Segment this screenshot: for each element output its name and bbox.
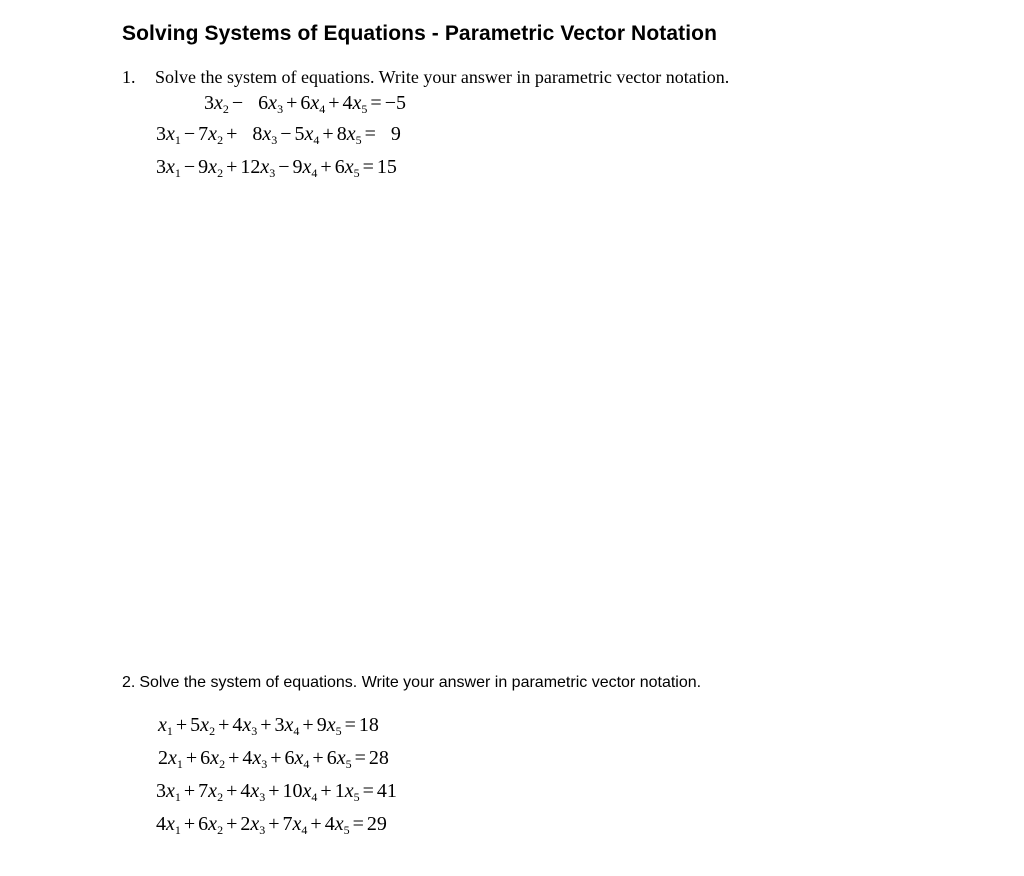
term bbox=[275, 714, 300, 736]
coefficient: 6 bbox=[284, 747, 295, 769]
equation bbox=[156, 813, 387, 837]
term bbox=[285, 747, 310, 769]
operator: = bbox=[354, 747, 366, 769]
subscript: 5 bbox=[343, 823, 350, 837]
variable: x bbox=[262, 123, 272, 145]
coefficient: 3 bbox=[156, 156, 166, 178]
coefficient: 1 bbox=[334, 780, 345, 802]
subscript: 2 bbox=[217, 790, 224, 804]
variable: x bbox=[208, 813, 218, 835]
operator: + bbox=[226, 813, 238, 835]
coefficient: 3 bbox=[156, 123, 166, 145]
operator: + bbox=[183, 780, 196, 802]
term bbox=[377, 780, 397, 802]
term bbox=[156, 813, 181, 835]
variable: x bbox=[302, 156, 312, 178]
variable: x bbox=[166, 780, 175, 802]
variable: x bbox=[208, 780, 218, 802]
variable: x bbox=[208, 123, 218, 145]
variable: x bbox=[294, 747, 304, 769]
problem-1-prompt: Solve the system of equations. Write your answer in parametric vector notation. bbox=[155, 67, 730, 87]
term bbox=[295, 123, 320, 145]
operator: + bbox=[268, 780, 280, 802]
operator: + bbox=[185, 747, 198, 769]
subscript: 1 bbox=[176, 757, 183, 771]
subscript: 3 bbox=[277, 102, 284, 116]
coefficient: 4 bbox=[342, 92, 353, 114]
subscript: 4 bbox=[313, 133, 320, 147]
subscript: 4 bbox=[293, 724, 300, 738]
coefficient: 6 bbox=[326, 747, 337, 769]
term bbox=[156, 156, 181, 178]
operator: = bbox=[352, 813, 364, 835]
operator: + bbox=[226, 156, 238, 178]
coefficient: 5 bbox=[294, 123, 305, 145]
coefficient: 7 bbox=[198, 123, 209, 145]
coefficient: 6 bbox=[300, 92, 311, 114]
variable: x bbox=[166, 156, 175, 178]
term bbox=[385, 92, 406, 114]
term bbox=[252, 123, 277, 145]
term bbox=[240, 780, 265, 802]
term bbox=[337, 123, 362, 145]
subscript: 5 bbox=[361, 102, 368, 116]
subscript: 1 bbox=[174, 790, 181, 804]
variable: x bbox=[250, 813, 260, 835]
operator: + bbox=[260, 714, 272, 736]
subscript: 5 bbox=[345, 757, 352, 771]
coefficient: 9 bbox=[316, 714, 327, 736]
variable: x bbox=[268, 92, 278, 114]
problem-2-prompt: Solve the system of equations. Write your answer in parametric vector notation. bbox=[139, 674, 702, 691]
coefficient: 4 bbox=[232, 714, 243, 736]
coefficient: 10 bbox=[282, 780, 303, 802]
term bbox=[158, 714, 173, 736]
variable: x bbox=[334, 813, 344, 835]
coefficient: 6 bbox=[200, 747, 211, 769]
coefficient: 8 bbox=[252, 123, 263, 145]
variable: x bbox=[344, 156, 354, 178]
operator: + bbox=[320, 780, 332, 802]
variable: x bbox=[260, 156, 270, 178]
variable: x bbox=[304, 123, 314, 145]
operator: + bbox=[286, 92, 298, 114]
variable: x bbox=[284, 714, 294, 736]
subscript: 3 bbox=[261, 757, 268, 771]
coefficient: 2 bbox=[158, 747, 168, 769]
operator: − bbox=[280, 123, 292, 145]
subscript: 5 bbox=[353, 166, 360, 180]
subscript: 1 bbox=[166, 724, 173, 738]
term bbox=[240, 813, 265, 835]
page-title: Solving Systems of Equations - Parametric Vector Notation bbox=[122, 22, 718, 45]
subscript: 3 bbox=[269, 166, 276, 180]
operator: + bbox=[175, 714, 188, 736]
variable: x bbox=[292, 813, 302, 835]
term bbox=[200, 747, 225, 769]
subscript: 1 bbox=[174, 823, 181, 837]
term bbox=[335, 780, 360, 802]
term bbox=[198, 123, 223, 145]
subscript: 4 bbox=[301, 823, 308, 837]
variable: x bbox=[310, 92, 320, 114]
variable: x bbox=[242, 714, 252, 736]
operator: + bbox=[270, 747, 282, 769]
term bbox=[158, 747, 183, 769]
subscript: 5 bbox=[353, 790, 360, 804]
operator: + bbox=[310, 813, 322, 835]
variable: x bbox=[252, 747, 262, 769]
subscript: 1 bbox=[174, 133, 181, 147]
variable: x bbox=[158, 714, 167, 736]
subscript: 5 bbox=[335, 724, 342, 738]
term bbox=[327, 747, 352, 769]
operator: + bbox=[302, 714, 314, 736]
variable: x bbox=[326, 714, 336, 736]
operator: + bbox=[218, 714, 230, 736]
variable: x bbox=[214, 92, 223, 114]
operator: − bbox=[231, 92, 244, 114]
operator: + bbox=[268, 813, 280, 835]
coefficient: 9 bbox=[390, 123, 401, 145]
term bbox=[343, 92, 368, 114]
coefficient: −5 bbox=[384, 92, 406, 114]
subscript: 2 bbox=[219, 757, 226, 771]
coefficient: 6 bbox=[334, 156, 345, 178]
term bbox=[367, 813, 387, 835]
coefficient: 9 bbox=[198, 156, 209, 178]
term bbox=[335, 156, 360, 178]
term bbox=[377, 156, 397, 178]
coefficient: 41 bbox=[376, 780, 397, 802]
variable: x bbox=[210, 747, 220, 769]
variable: x bbox=[200, 714, 210, 736]
term bbox=[240, 156, 275, 178]
term bbox=[283, 813, 308, 835]
equation bbox=[158, 747, 389, 771]
subscript: 4 bbox=[303, 757, 310, 771]
term bbox=[258, 92, 283, 114]
operator: + bbox=[226, 123, 238, 145]
operator: + bbox=[183, 813, 196, 835]
coefficient: 6 bbox=[258, 92, 269, 114]
subscript: 2 bbox=[209, 724, 216, 738]
variable: x bbox=[336, 747, 346, 769]
coefficient: 4 bbox=[156, 813, 166, 835]
problem-1-number: 1. bbox=[122, 67, 136, 87]
operator: = bbox=[362, 780, 374, 802]
equation bbox=[156, 156, 397, 180]
subscript: 3 bbox=[259, 790, 266, 804]
subscript: 2 bbox=[222, 102, 229, 116]
coefficient: 5 bbox=[190, 714, 201, 736]
term bbox=[190, 714, 215, 736]
variable: x bbox=[346, 123, 356, 145]
coefficient: 12 bbox=[240, 156, 261, 178]
operator: − bbox=[183, 156, 196, 178]
variable: x bbox=[352, 92, 362, 114]
variable: x bbox=[302, 780, 312, 802]
term bbox=[156, 780, 181, 802]
variable: x bbox=[166, 813, 175, 835]
subscript: 4 bbox=[311, 790, 318, 804]
term bbox=[198, 780, 223, 802]
equation bbox=[156, 780, 397, 804]
coefficient: 4 bbox=[324, 813, 335, 835]
subscript: 3 bbox=[251, 724, 258, 738]
coefficient: 2 bbox=[240, 813, 251, 835]
coefficient: 18 bbox=[358, 714, 379, 736]
term bbox=[198, 813, 223, 835]
coefficient: 4 bbox=[242, 747, 253, 769]
term bbox=[232, 714, 257, 736]
coefficient: 7 bbox=[198, 780, 209, 802]
subscript: 4 bbox=[319, 102, 326, 116]
operator: + bbox=[328, 92, 340, 114]
coefficient: 9 bbox=[292, 156, 303, 178]
coefficient: 3 bbox=[204, 92, 214, 114]
subscript: 2 bbox=[217, 133, 224, 147]
operator: = bbox=[362, 156, 374, 178]
variable: x bbox=[166, 123, 175, 145]
coefficient: 29 bbox=[366, 813, 387, 835]
term bbox=[283, 780, 318, 802]
coefficient: 15 bbox=[376, 156, 397, 178]
variable: x bbox=[168, 747, 177, 769]
term bbox=[293, 156, 318, 178]
operator: + bbox=[312, 747, 324, 769]
equation bbox=[156, 123, 401, 147]
variable: x bbox=[344, 780, 354, 802]
operator: = bbox=[344, 714, 356, 736]
operator: + bbox=[228, 747, 240, 769]
coefficient: 8 bbox=[336, 123, 347, 145]
subscript: 3 bbox=[259, 823, 266, 837]
term bbox=[317, 714, 342, 736]
operator: = bbox=[364, 123, 376, 145]
problem-2-prompt-line bbox=[122, 674, 701, 692]
operator: + bbox=[322, 123, 334, 145]
coefficient: 6 bbox=[198, 813, 209, 835]
term bbox=[391, 123, 401, 145]
subscript: 2 bbox=[217, 166, 224, 180]
equation bbox=[204, 92, 406, 116]
coefficient: 3 bbox=[274, 714, 285, 736]
variable: x bbox=[250, 780, 260, 802]
coefficient: 4 bbox=[240, 780, 251, 802]
term bbox=[325, 813, 350, 835]
variable: x bbox=[208, 156, 218, 178]
term bbox=[242, 747, 267, 769]
term bbox=[204, 92, 229, 114]
subscript: 2 bbox=[217, 823, 224, 837]
subscript: 4 bbox=[311, 166, 318, 180]
term bbox=[369, 747, 389, 769]
subscript: 3 bbox=[271, 133, 278, 147]
coefficient: 28 bbox=[368, 747, 389, 769]
subscript: 1 bbox=[174, 166, 181, 180]
term bbox=[156, 123, 181, 145]
problem-2-number: 2. bbox=[122, 674, 136, 691]
coefficient: 7 bbox=[282, 813, 293, 835]
term bbox=[300, 92, 325, 114]
operator: + bbox=[226, 780, 238, 802]
operator: − bbox=[183, 123, 196, 145]
term bbox=[359, 714, 379, 736]
term bbox=[198, 156, 223, 178]
operator: + bbox=[320, 156, 332, 178]
operator: = bbox=[370, 92, 382, 114]
operator: − bbox=[278, 156, 290, 178]
equation bbox=[158, 714, 379, 738]
subscript: 5 bbox=[355, 133, 362, 147]
coefficient: 3 bbox=[156, 780, 166, 802]
